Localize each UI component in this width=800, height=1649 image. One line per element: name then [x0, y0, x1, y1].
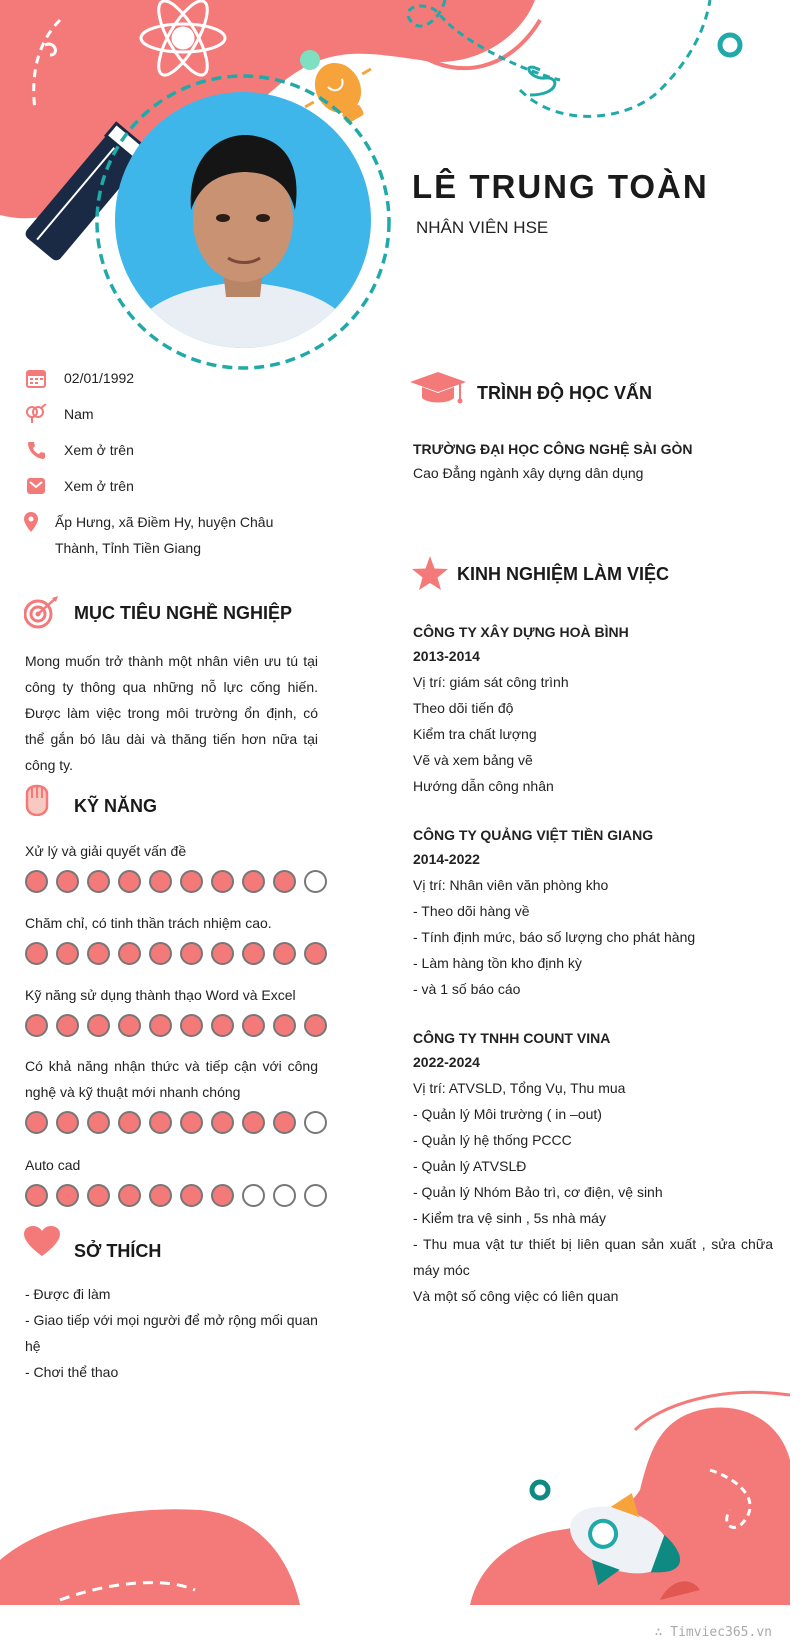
job-line: Vị trí: giám sát công trình	[413, 674, 569, 690]
objective-title: MỤC TIÊU NGHỀ NGHIỆP	[74, 603, 293, 623]
rating-dot-filled	[118, 1014, 141, 1037]
rating-dot-filled	[273, 942, 296, 965]
job-line: - Tính định mức, báo số lượng cho phát hàng	[413, 929, 696, 945]
job-entry	[413, 1025, 773, 1309]
rating-dot-filled	[149, 942, 172, 965]
watermark: ∴ Timviec365.vn	[654, 1625, 772, 1640]
rating-dot-filled	[25, 1184, 48, 1207]
rating-dot-filled	[180, 1014, 203, 1037]
job-line: Vị trí: ATVSLD, Tổng Vụ, Thu mua	[413, 1080, 626, 1096]
address-row	[24, 510, 284, 561]
rating-dot-empty	[304, 870, 327, 893]
job-line: - Thu mua vật tư thiết bị liên quan sản xuất , sửa chữa máy móc	[413, 1236, 773, 1278]
rating-dot-filled	[25, 870, 48, 893]
rating-dot-filled	[118, 870, 141, 893]
skill-rating	[25, 1184, 327, 1207]
hobbies-title: SỞ THÍCH	[74, 1241, 162, 1261]
rating-dot-filled	[273, 1111, 296, 1134]
rating-dot-filled	[87, 1184, 110, 1207]
bottom-left-blob	[0, 1509, 300, 1605]
skill-label: Kỹ năng sử dụng thành thạo Word và Excel	[25, 987, 296, 1003]
job-line: Kiểm tra chất lượng	[413, 726, 537, 742]
objective-text: Mong muốn trở thành một nhân viên ưu tú tại công ty thông qua những nỗ lực cống hiến. Được làm việc trong môi trường ổn định, có thể gắn bó lâu dài và thăng tiến hơn nữa tại công ty.	[25, 653, 318, 773]
job-line: - Quản lý Môi trường ( in –out)	[413, 1106, 602, 1122]
address-text: Ấp Hưng, xã Điềm Hy, huyện Châu Thành, Tỉnh Tiền Giang	[54, 514, 274, 556]
school-name: TRƯỜNG ĐẠI HỌC CÔNG NGHỆ SÀI GÒN	[413, 441, 693, 457]
rating-dot-filled	[87, 1014, 110, 1037]
rating-dot-filled	[211, 1111, 234, 1134]
teal-small-ring	[532, 1482, 548, 1498]
skill-rating	[25, 1111, 327, 1134]
rating-dot-filled	[304, 942, 327, 965]
job-line: Vị trí: Nhân viên văn phòng kho	[413, 877, 609, 893]
company-name: CÔNG TY TNHH COUNT VINA	[413, 1030, 611, 1046]
job-entry	[413, 822, 773, 1002]
graduation-cap-icon	[410, 372, 466, 413]
rating-dot-filled	[273, 870, 296, 893]
job-line: - Quản lý Nhóm Bảo trì, cơ điện, vệ sinh	[413, 1184, 663, 1200]
hobby-item: - Chơi thể thao	[25, 1364, 119, 1380]
rating-dot-filled	[180, 1184, 203, 1207]
rating-dot-empty	[242, 1184, 265, 1207]
company-name: CÔNG TY XÂY DỰNG HOÀ BÌNH	[413, 624, 629, 640]
candidate-name: LÊ TRUNG TOÀN	[412, 168, 709, 205]
skill-label: Auto cad	[25, 1157, 81, 1173]
rating-dot-filled	[211, 942, 234, 965]
rating-dot-filled	[56, 1014, 79, 1037]
email-row	[24, 474, 324, 499]
heart-icon	[24, 1226, 60, 1261]
job-line: - Làm hàng tồn kho định kỳ	[413, 955, 582, 971]
rating-dot-filled	[25, 1014, 48, 1037]
email-text: Xem ở trên	[64, 478, 134, 494]
rating-dot-filled	[304, 1014, 327, 1037]
rating-dot-filled	[211, 870, 234, 893]
rating-dot-filled	[211, 1184, 234, 1207]
star-icon	[412, 556, 448, 595]
job-line: Hướng dẫn công nhân	[413, 778, 554, 794]
job-period: 2022-2024	[413, 1054, 480, 1070]
job-line: - Kiểm tra vệ sinh , 5s nhà máy	[413, 1210, 606, 1226]
rating-dot-filled	[149, 870, 172, 893]
degree-text: Cao Đẳng ngành xây dựng dân dụng	[413, 465, 644, 481]
skill-label: Chăm chỉ, có tinh thần trách nhiệm cao.	[25, 915, 272, 931]
rating-dot-filled	[87, 1111, 110, 1134]
rating-dot-filled	[56, 1184, 79, 1207]
rating-dot-filled	[56, 1111, 79, 1134]
fist-icon	[24, 784, 50, 821]
job-entry	[413, 619, 773, 799]
birthdate-text: 02/01/1992	[64, 370, 135, 386]
birthdate-row	[24, 366, 324, 391]
job-line: - Theo dõi hàng về	[413, 903, 530, 919]
rating-dot-filled	[118, 942, 141, 965]
rating-dot-empty	[304, 1184, 327, 1207]
experience-title: KINH NGHIỆM LÀM VIỆC	[457, 564, 670, 584]
hobby-item: - Được đi làm	[25, 1286, 111, 1302]
education-title: TRÌNH ĐỘ HỌC VẤN	[477, 383, 652, 403]
gender-icon	[24, 402, 48, 426]
rating-dot-filled	[56, 870, 79, 893]
rating-dot-filled	[180, 870, 203, 893]
rating-dot-filled	[25, 942, 48, 965]
rating-dot-filled	[242, 1014, 265, 1037]
skill-label: Có khả năng nhận thức và tiếp cận với công nghệ và kỹ thuật mới nhanh chóng	[25, 1058, 318, 1100]
rating-dot-filled	[87, 870, 110, 893]
candidate-position: NHÂN VIÊN HSE	[416, 218, 549, 237]
rating-dot-filled	[56, 942, 79, 965]
skill-rating	[25, 942, 327, 965]
company-name: CÔNG TY QUẢNG VIỆT TIỀN GIANG	[413, 827, 654, 843]
rating-dot-filled	[149, 1184, 172, 1207]
rating-dot-filled	[118, 1111, 141, 1134]
rating-dot-filled	[118, 1184, 141, 1207]
skills-title: KỸ NĂNG	[74, 796, 158, 816]
hobbies-list	[25, 1281, 318, 1385]
rating-dot-filled	[273, 1014, 296, 1037]
rating-dot-filled	[211, 1014, 234, 1037]
rating-dot-filled	[149, 1014, 172, 1037]
phone-icon	[24, 438, 48, 462]
gender-text: Nam	[64, 406, 94, 422]
job-line: - và 1 số báo cáo	[413, 981, 521, 997]
job-line: - Quản lý ATVSLĐ	[413, 1158, 527, 1174]
job-line: Theo dõi tiến độ	[413, 700, 514, 716]
calendar-icon	[24, 366, 48, 390]
skill-rating	[25, 870, 327, 893]
job-period: 2014-2022	[413, 851, 480, 867]
location-icon	[24, 510, 39, 534]
job-period: 2013-2014	[413, 648, 480, 664]
rating-dot-filled	[242, 1111, 265, 1134]
rating-dot-filled	[242, 942, 265, 965]
job-line: Và một số công việc có liên quan	[413, 1288, 619, 1304]
email-icon	[24, 474, 48, 498]
job-line: Vẽ và xem bảng vẽ	[413, 752, 533, 768]
gender-row	[24, 402, 324, 427]
rating-dot-filled	[25, 1111, 48, 1134]
job-line: - Quản lý hệ thống PCCC	[413, 1132, 572, 1148]
profile-photo	[115, 92, 371, 348]
rating-dot-filled	[149, 1111, 172, 1134]
rating-dot-filled	[242, 870, 265, 893]
hobby-item: - Giao tiếp với mọi người để mở rộng mối quan hệ	[25, 1312, 318, 1354]
rating-dot-filled	[180, 942, 203, 965]
rating-dot-empty	[273, 1184, 296, 1207]
teal-ring	[720, 35, 740, 55]
rating-dot-filled	[180, 1111, 203, 1134]
rating-dot-empty	[304, 1111, 327, 1134]
phone-row	[24, 438, 324, 463]
phone-text: Xem ở trên	[64, 442, 134, 458]
skill-rating	[25, 1014, 327, 1037]
target-icon	[24, 596, 60, 635]
skill-label: Xử lý và giải quyết vấn đề	[25, 843, 187, 859]
rating-dot-filled	[87, 942, 110, 965]
